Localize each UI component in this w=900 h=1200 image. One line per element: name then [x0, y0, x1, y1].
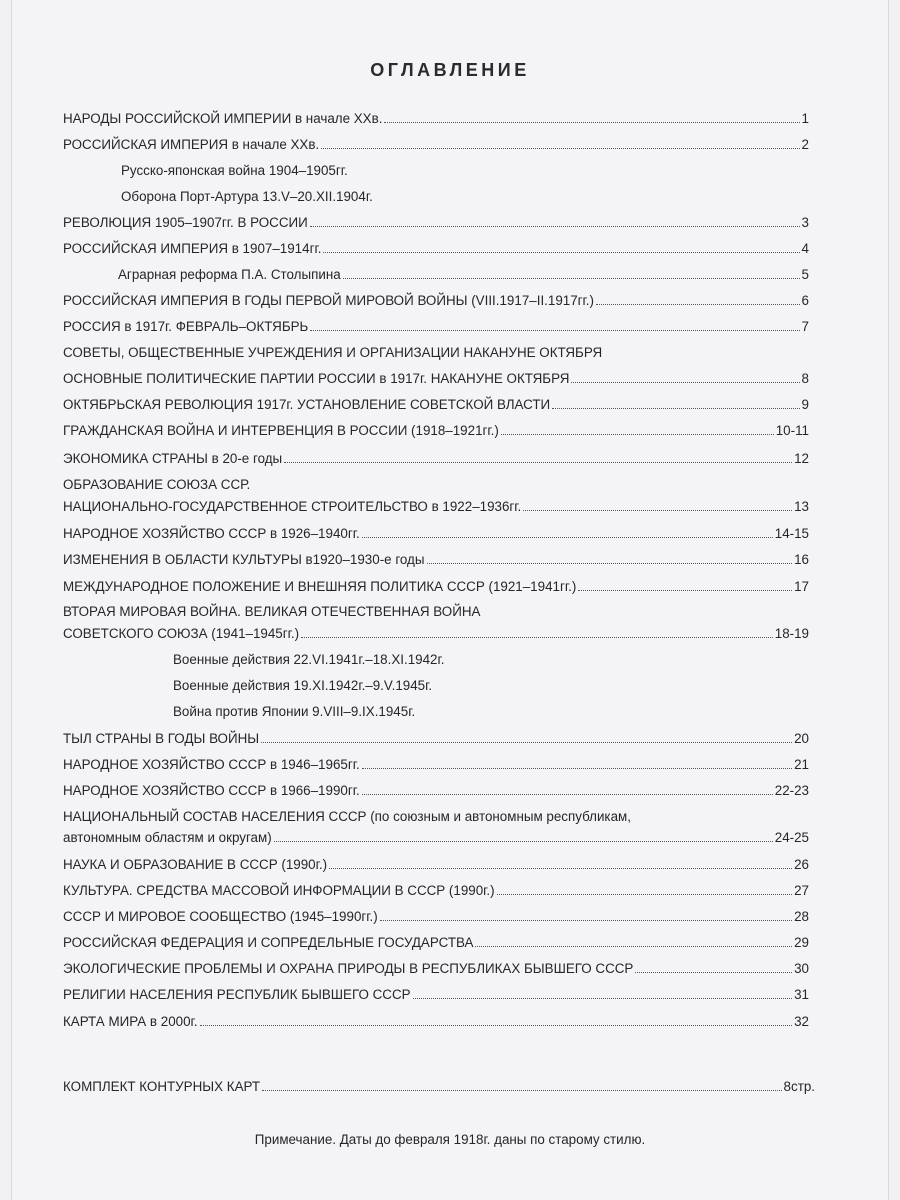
toc-leader	[497, 894, 792, 895]
toc-page-number: 3	[801, 215, 809, 230]
toc-entry	[63, 132, 809, 152]
toc-entry	[63, 956, 809, 976]
toc-entry	[63, 574, 809, 594]
toc-entry-text: СССР И МИРОВОЕ СООБЩЕСТВО (1945–1990гг.)	[63, 909, 378, 924]
toc-page-number: 4	[801, 241, 809, 256]
toc-entry-text: НАУКА И ОБРАЗОВАНИЕ В СССР (1990г.)	[63, 857, 328, 872]
toc-leader	[329, 868, 792, 869]
toc-entry-text: НАРОДЫ РОССИЙСКОЙ ИМПЕРИИ в начале XXв.	[63, 111, 383, 126]
toc-entry-text: Аграрная реформа П.А. Столыпина	[118, 267, 341, 282]
toc-subentry	[63, 262, 809, 282]
toc-leader	[362, 794, 773, 795]
toc-entry	[63, 752, 809, 772]
toc-entry	[63, 366, 809, 386]
footnote: Примечание. Даты до февраля 1918г. даны по старому стилю.	[254, 1132, 646, 1147]
toc-page-number: 31	[794, 987, 809, 1002]
toc-page-number: 17	[794, 579, 809, 594]
toc-page-number: 16	[794, 552, 809, 567]
toc-page-number: 5	[801, 267, 809, 282]
toc-page-number: 1	[801, 111, 809, 126]
toc-entry-text: РОССИЙСКАЯ ФЕДЕРАЦИЯ И СОПРЕДЕЛЬНЫЕ ГОСУДАРСТВА	[63, 935, 474, 950]
toc-entry	[63, 904, 809, 924]
toc-entry	[63, 1009, 809, 1029]
toc-entry-text: автономным областям и округам)	[63, 830, 272, 845]
toc-entry	[63, 825, 809, 845]
toc-leader	[284, 462, 792, 463]
toc-leader	[310, 330, 799, 331]
toc-page-number: 9	[801, 397, 809, 412]
toc-entry	[63, 288, 809, 308]
toc-leader	[323, 252, 799, 253]
toc-entry-text: НАЦИОНАЛЬНЫЙ СОСТАВ НАСЕЛЕНИЯ СССР (по союзным и автономным республикам,	[63, 809, 631, 824]
toc-entry	[63, 210, 809, 230]
toc-entry	[63, 521, 809, 541]
toc-entry	[63, 930, 809, 950]
toc-leader	[635, 972, 792, 973]
toc-entry-text: ВТОРАЯ МИРОВАЯ ВОЙНА. ВЕЛИКАЯ ОТЕЧЕСТВЕННАЯ ВОЙНА	[63, 604, 481, 619]
toc-leader	[301, 637, 773, 638]
toc-entry-text: РОССИЯ в 1917г. ФЕВРАЛЬ–ОКТЯБРЬ	[63, 319, 309, 334]
toc-entry-text: МЕЖДУНАРОДНОЕ ПОЛОЖЕНИЕ И ВНЕШНЯЯ ПОЛИТИКА СССР (1921–1941гг.)	[63, 579, 577, 594]
toc-entry	[63, 547, 809, 567]
toc-entry-text: ЭКОНОМИКА СТРАНЫ в 20-е годы	[63, 451, 283, 466]
toc-page-number: 20	[794, 731, 809, 746]
toc-leader	[310, 226, 800, 227]
toc-leader	[596, 304, 800, 305]
toc-entry-text: Военные действия 19.XI.1942г.–9.V.1945г.	[173, 678, 433, 693]
toc-page-number: 21	[794, 757, 809, 772]
toc-entry-text: НАЦИОНАЛЬНО-ГОСУДАРСТВЕННОЕ СТРОИТЕЛЬСТВО в 1922–1936гг.	[63, 499, 522, 514]
toc-page-number: 10-11	[775, 423, 809, 438]
toc-entry-text: СОВЕТЫ, ОБЩЕСТВЕННЫЕ УЧРЕЖДЕНИЯ И ОРГАНИЗАЦИИ НАКАНУНЕ ОКТЯБРЯ	[63, 345, 603, 360]
toc-page-number: 2	[801, 137, 809, 152]
toc-entry	[63, 804, 809, 824]
toc-entry	[63, 314, 809, 334]
toc-page-number: 32	[794, 1014, 809, 1029]
toc-page-number: 27	[794, 883, 809, 898]
toc-entry-text: ОБРАЗОВАНИЕ СОЮЗА ССР.	[63, 477, 251, 492]
toc-leader	[262, 1090, 782, 1091]
toc-page-number: 29	[794, 935, 809, 950]
toc-leader	[343, 278, 800, 279]
toc-page-number: 6	[801, 293, 809, 308]
toc-subentry	[63, 158, 809, 178]
toc-leader	[552, 408, 799, 409]
toc-subentry	[63, 647, 809, 667]
toc-entry	[63, 472, 809, 492]
toc-leader	[578, 590, 792, 591]
toc-leader	[413, 998, 793, 999]
toc-subentry	[63, 699, 809, 719]
toc-entry-text: НАРОДНОЕ ХОЗЯЙСТВО СССР в 1946–1965гг.	[63, 757, 360, 772]
toc-entry	[63, 982, 809, 1002]
toc-page	[11, 0, 889, 1200]
toc-entry-text: ГРАЖДАНСКАЯ ВОЙНА И ИНТЕРВЕНЦИЯ В РОССИИ (1918–1921гг.)	[63, 423, 499, 438]
toc-entry-text: Война против Японии 9.VIII–9.IX.1945г.	[173, 704, 416, 719]
toc-subentry	[63, 184, 809, 204]
toc-leader	[523, 510, 792, 511]
toc-entry-text: ИЗМЕНЕНИЯ В ОБЛАСТИ КУЛЬТУРЫ в1920–1930-е годы	[63, 552, 425, 567]
toc-entry-text: Русско-японская война 1904–1905гг.	[121, 163, 348, 178]
toc-entry	[63, 1074, 815, 1094]
toc-page-number: 30	[794, 961, 809, 976]
toc-entry	[63, 599, 809, 619]
toc-page-number: 8стр.	[783, 1079, 815, 1094]
toc-entry	[63, 878, 809, 898]
toc-leader	[475, 946, 792, 947]
toc-entry-text: Оборона Порт-Артура 13.V–20.XII.1904г.	[121, 189, 373, 204]
toc-entry-text: Военные действия 22.VI.1941г.–18.XI.1942г.	[173, 652, 445, 667]
toc-page-number: 14-15	[774, 526, 809, 541]
page-title: ОГЛАВЛЕНИЕ	[370, 60, 530, 80]
toc-entry-text: РЕЛИГИИ НАСЕЛЕНИЯ РЕСПУБЛИК БЫВШЕГО СССР	[63, 987, 411, 1002]
toc-leader	[274, 841, 773, 842]
toc-leader	[362, 537, 773, 538]
toc-entry	[63, 494, 809, 514]
toc-entry-text: ОКТЯБРЬСКАЯ РЕВОЛЮЦИЯ 1917г. УСТАНОВЛЕНИЕ СОВЕТСКОЙ ВЛАСТИ	[63, 397, 551, 412]
toc-entry	[63, 236, 809, 256]
toc-page-number: 24-25	[774, 830, 809, 845]
toc-page-number: 8	[801, 371, 809, 386]
toc-page-number: 26	[794, 857, 809, 872]
toc-entry-text: КОМПЛЕКТ КОНТУРНЫХ КАРТ	[63, 1079, 261, 1094]
toc-entry	[63, 778, 809, 798]
toc-entry-text: НАРОДНОЕ ХОЗЯЙСТВО СССР в 1926–1940гг.	[63, 526, 360, 541]
toc-entry	[63, 446, 809, 466]
toc-leader	[321, 148, 799, 149]
toc-leader	[501, 434, 774, 435]
toc-leader	[384, 122, 799, 123]
toc-entry-text: РОССИЙСКАЯ ИМПЕРИЯ в начале XXв.	[63, 137, 320, 152]
toc-entry-text: РЕВОЛЮЦИЯ 1905–1907гг. В РОССИИ	[63, 215, 308, 230]
toc-page-number: 12	[794, 451, 809, 466]
toc-entry-text: ТЫЛ СТРАНЫ В ГОДЫ ВОЙНЫ	[63, 731, 260, 746]
toc-entry-text: КАРТА МИРА в 2000г.	[63, 1014, 198, 1029]
toc-entry-text: СОВЕТСКОГО СОЮЗА (1941–1945гг.)	[63, 626, 300, 641]
toc-entry-text: НАРОДНОЕ ХОЗЯЙСТВО СССР в 1966–1990гг.	[63, 783, 360, 798]
toc-entry	[63, 418, 809, 438]
toc-subentry	[63, 673, 809, 693]
toc-page-number: 7	[801, 319, 809, 334]
toc-leader	[261, 742, 792, 743]
toc-entry	[63, 852, 809, 872]
toc-entry	[63, 392, 809, 412]
toc-leader	[571, 382, 799, 383]
toc-entry-text: РОССИЙСКАЯ ИМПЕРИЯ В ГОДЫ ПЕРВОЙ МИРОВОЙ ВОЙНЫ (VIII.1917–II.1917гг.)	[63, 293, 594, 308]
toc-entry-text: КУЛЬТУРА. СРЕДСТВА МАССОВОЙ ИНФОРМАЦИИ В СССР (1990г.)	[63, 883, 495, 898]
toc-entry-text: ОСНОВНЫЕ ПОЛИТИЧЕСКИЕ ПАРТИИ РОССИИ в 1917г. НАКАНУНЕ ОКТЯБРЯ	[63, 371, 570, 386]
toc-page-number: 22-23	[774, 783, 809, 798]
toc-page-number: 28	[794, 909, 809, 924]
toc-page-number: 13	[794, 499, 809, 514]
toc-entry	[63, 340, 809, 360]
toc-entry-text: РОССИЙСКАЯ ИМПЕРИЯ в 1907–1914гг.	[63, 241, 322, 256]
toc-leader	[380, 920, 792, 921]
toc-entry	[63, 621, 809, 641]
toc-entry	[63, 726, 809, 746]
toc-entry	[63, 106, 809, 126]
toc-leader	[427, 563, 793, 564]
toc-leader	[362, 768, 792, 769]
toc-entry-text: ЭКОЛОГИЧЕСКИЕ ПРОБЛЕМЫ И ОХРАНА ПРИРОДЫ В РЕСПУБЛИКАХ БЫВШЕГО СССР	[63, 961, 634, 976]
toc-leader	[200, 1025, 793, 1026]
toc-page-number: 18-19	[774, 626, 809, 641]
